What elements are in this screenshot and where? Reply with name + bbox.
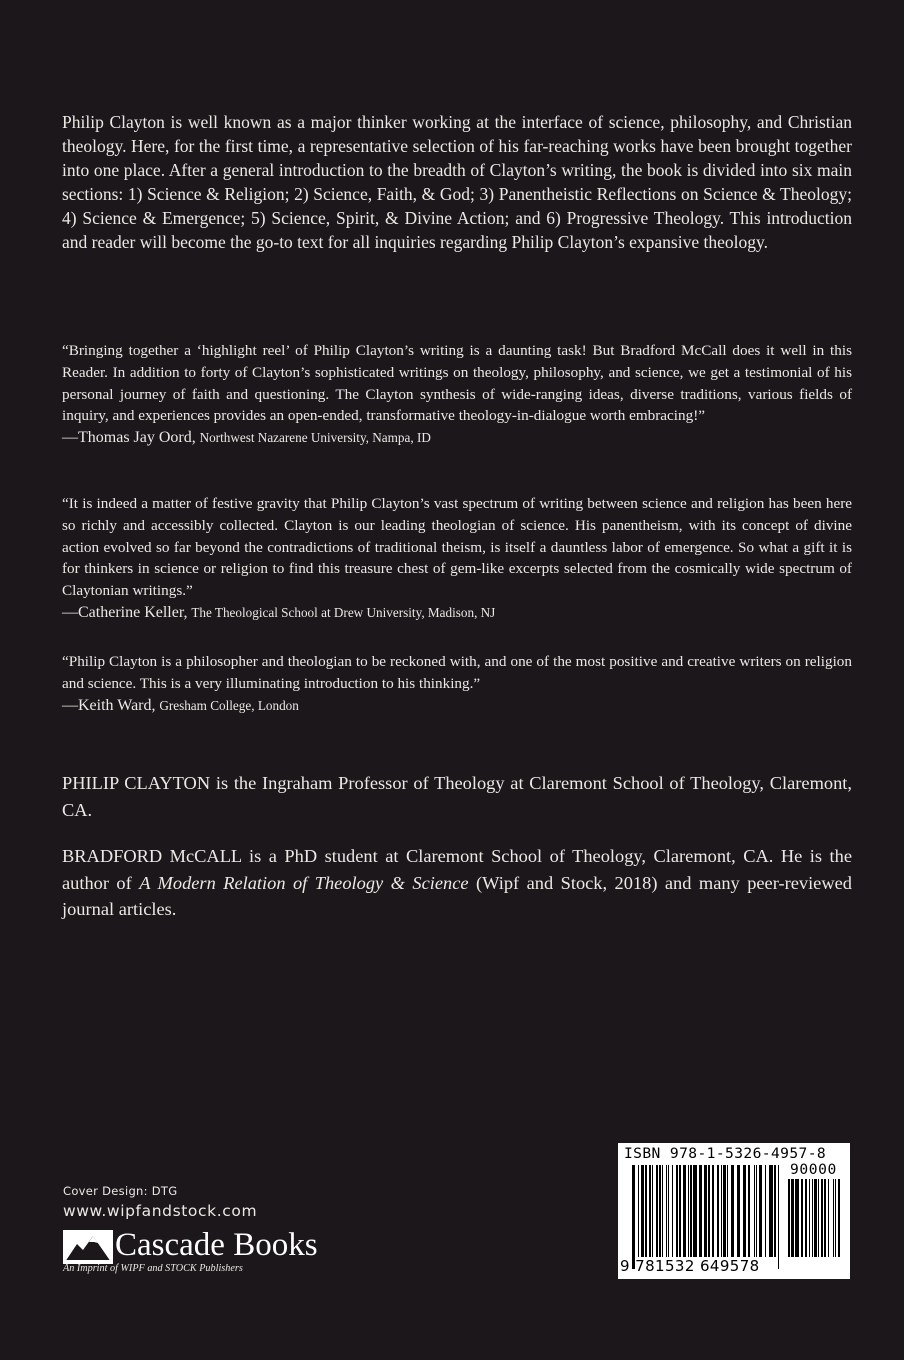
author-name: PHILIP CLAYTON [62,773,211,793]
endorser-affiliation: Gresham College, London [159,697,299,713]
publisher-website: www.wipfandstock.com [63,1202,258,1220]
ean-right-digits: 649578 [699,1257,760,1275]
endorsement-attribution [62,602,852,624]
endorser-name: —Keith Ward, [62,696,156,714]
endorsement-text: “Bringing together a ‘highlight reel’ of Philip Clayton’s writing is a daunting task! But Bradford McCall does it well in this Reader. In addition to forty of Clayton’s sophisticated writings on theology, philosophy, and science, we get a testimonial of his personal journey of faith and questioning. The Clayton synthesis of wide-ranging ideas, diverse traditions, various fields of inquiry, and experiences provides an open-ended, transformative theology-in-dialogue worth embracing!” [62,342,852,425]
editor-bio-mccall [62,843,852,923]
endorsement-attribution [62,695,852,717]
endorser-affiliation: Northwest Nazarene University, Nampa, ID [199,430,431,446]
ean-left-digits: 781532 [635,1257,695,1275]
ean-bars [632,1165,780,1269]
book-description: Philip Clayton is well known as a major thinker working at the interface of science, philosophy, and Christian theology. Here, for the first time, a representative selection of his far-reaching works have been brought together into one place. After a general introduction to the breadth of Clayton’s writing, the book is divided into six main sections: 1) Science & Religion; 2) Science, Faith, & God; 3) Panentheistic Reflections on Science & Theology; 4) Science & Emergence; 5) Science, Spirit, & Divine Action; and 6) Progressive Theology. This introduction and reader will become the go-to text for all inquiries regarding Philip Clayton’s expansive theology. [62,112,852,252]
endorser-affiliation: The Theological School at Drew University, Madison, NJ [191,604,496,620]
endorsement-oord [62,340,852,449]
isbn-barcode [618,1143,850,1279]
endorser-name: —Thomas Jay Oord, [62,429,196,447]
endorsement-ward [62,651,852,716]
editor-name: BRADFORD McCALL [62,846,242,866]
ean-lead-digit: 9 [620,1257,630,1275]
book-title: A Modern Relation of Theology & Science [139,872,469,893]
endorsement-text: “Philip Clayton is a philosopher and theologian to be reckoned with, and one of the most positive and creative writers on religion and science. This is a very illuminating introduction to his thinking.” [62,653,852,692]
endorsement-attribution [62,427,852,449]
isbn-label: ISBN 978-1-5326-4957-8 [624,1145,827,1162]
editor-bio-text-end: (Wipf and Stock, 2018) and many peer-reviewed journal articles. [62,872,852,919]
cover-design-credit: Cover Design: DTG [63,1184,178,1198]
ean-digits [620,1257,760,1275]
addon-bars [788,1179,844,1269]
editor-bio-text: is a PhD student at Claremont School of Theology, Claremont, CA. He is the author of [62,846,852,893]
publisher-logo [63,1228,353,1280]
publisher-imprint: An Imprint of WIPF and STOCK Publishers [63,1263,243,1274]
endorser-name: —Catherine Keller, [62,603,188,621]
author-bio-text: is the Ingraham Professor of Theology at Claremont School of Theology, Claremont, CA. [62,773,852,820]
author-bio-clayton [62,770,852,823]
endorsement-keller [62,493,852,624]
publisher-name: Cascade Books [115,1227,318,1263]
price-code: 90000 [790,1161,837,1178]
endorsement-text: “It is indeed a matter of festive gravity that Philip Clayton’s vast spectrum of writing between science and religion has been here so richly and accessibly collected. Clayton is our leading theologian of science. His panentheism, with its concept of divine action evolved so far beyond the contradictions of traditional theism, is itself a dauntless labor of emergence. So what a gift it is for thinkers in science or religion to find this treasure chest of gem-like excerpts selected from the cosmically wide spectrum of Claytonian writings.” [62,495,852,600]
